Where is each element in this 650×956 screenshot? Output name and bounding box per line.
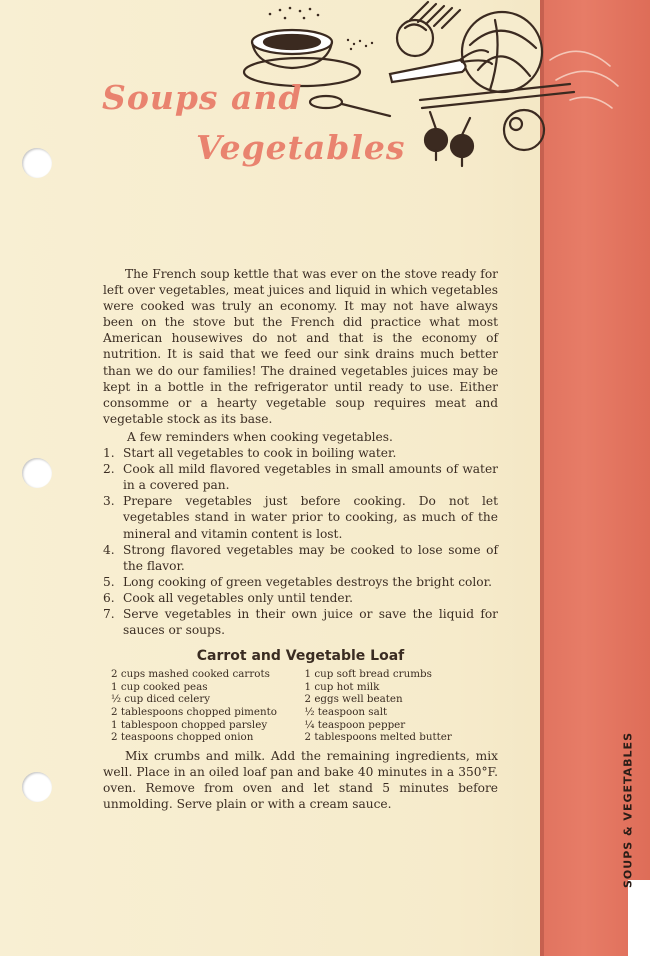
ingredients-list	[111, 668, 498, 744]
list-item: 2. Cook all mild flavored vegetables in small amounts of water in a covered pan.	[103, 462, 498, 493]
ingredient: 2 teaspoons chopped onion	[111, 731, 254, 744]
ingredients-column-left	[111, 668, 305, 744]
tab-label: SOUPS & VEGETABLES	[621, 731, 635, 889]
ingredients-column-right	[305, 668, 499, 744]
tab-notch	[628, 880, 650, 956]
recipe-method: Mix crumbs and milk. Add the remaining ingredients, mix well. Place in an oiled loaf pan and bake 40 minutes in a 350°F. oven. Remove from oven and let stand 5 minutes before unmolding. Serve plain or with a cream sauce.	[103, 748, 498, 812]
ingredient: 2 tablespoons chopped pimento	[111, 706, 277, 719]
intro-paragraph: The French soup kettle that was ever on the stove ready for left over vegetables, meat juices and liquid in which vegetables were cooked was truly an economy. It may not have always been on the stove but the French did practice what most American housewives do not and that is the economy of nutrition. It is said that we feed our sink drains much better than we do our families! The drained vegetables juices may be kept in a bottle in the refrigerator until ready to use. Either consomme or a hearty vegetable soup requires meat and vegetable stock as its base.	[103, 267, 498, 426]
binder-hole-bottom	[22, 772, 52, 802]
binder-hole-top	[22, 148, 52, 178]
ingredient: 1 cup cooked peas	[111, 680, 208, 693]
ingredient: 1 cup soft bread crumbs	[304, 668, 432, 681]
ingredient: 2 tablespoons melted butter	[304, 731, 452, 744]
reminders-list	[103, 445, 498, 638]
ingredient: ¼ teaspoon pepper	[304, 718, 406, 731]
ingredient: 2 cups mashed cooked carrots	[111, 668, 270, 681]
ingredient: ½ cup diced celery	[111, 693, 211, 706]
reminders-heading: A few reminders when cooking vegetables.	[127, 429, 393, 444]
list-item: 4. Strong flavored vegetables may be cooked to lose some of the flavor.	[103, 542, 498, 573]
recipe-body	[103, 266, 498, 812]
list-item: 6. Cook all vegetables only until tender.	[103, 590, 353, 605]
recipe-title: Carrot and Vegetable Loaf	[196, 648, 405, 665]
binder-hole-middle	[22, 458, 52, 488]
ingredient: 1 cup hot milk	[304, 680, 380, 693]
list-item: 7. Serve vegetables in their own juice or save the liquid for sauces or soups.	[103, 606, 498, 638]
ingredient: 2 eggs well beaten	[304, 693, 403, 706]
ingredient: 1 tablespoon chopped parsley	[111, 718, 268, 731]
page-title-line1: Soups and	[102, 78, 303, 117]
page-title-line2: Vegetables	[196, 128, 406, 167]
list-item: 5. Long cooking of green vegetables destroys the bright color.	[103, 574, 492, 589]
ingredient: ½ teaspoon salt	[304, 706, 388, 719]
list-item: 3. Prepare vegetables just before cooking. Do not let vegetables stand in water prior to cooking, as much of the mineral and vitamin content is lost.	[103, 494, 498, 541]
list-item: 1. Start all vegetables to cook in boiling water.	[103, 446, 397, 461]
